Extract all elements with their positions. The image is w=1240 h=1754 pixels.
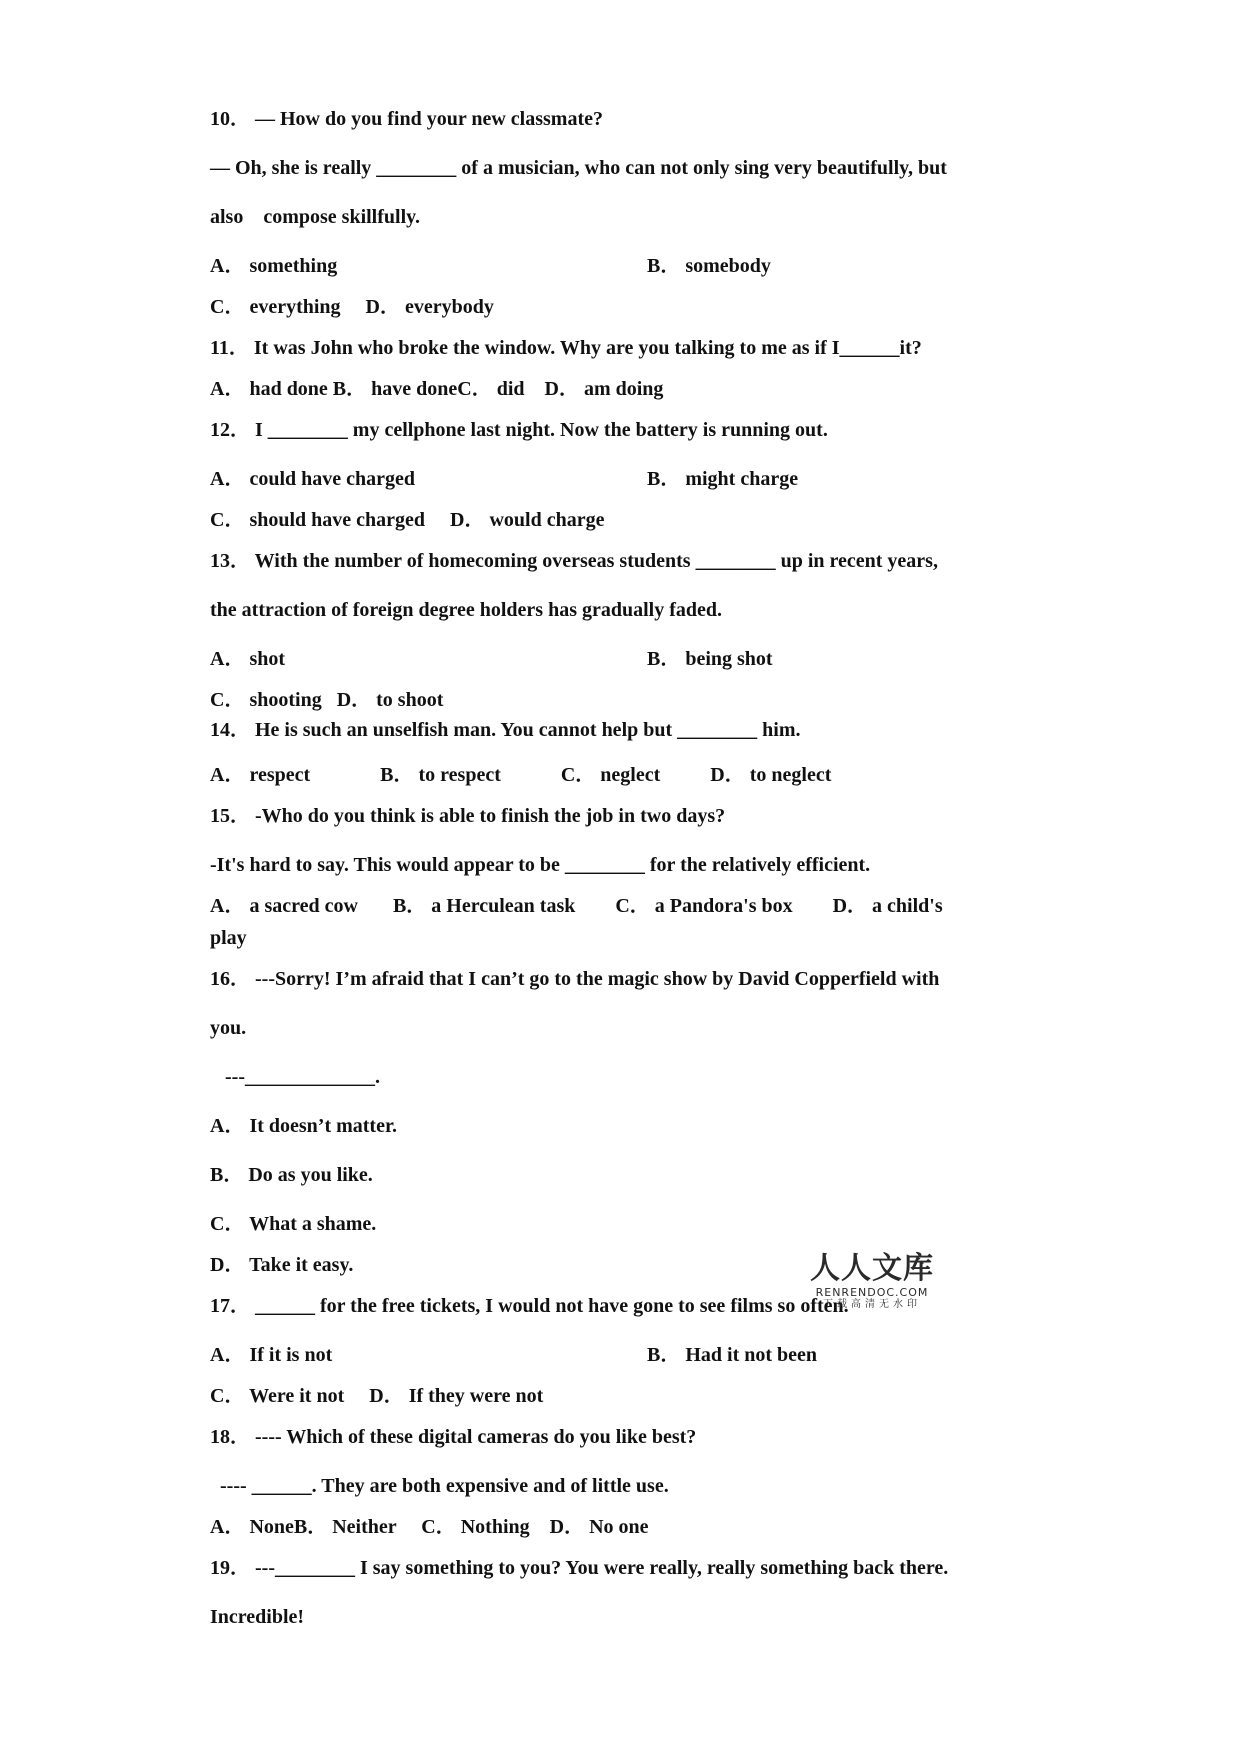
text-line: A． had done B． have doneC． did D． am doing: [210, 378, 664, 400]
watermark-note: 下载高清无水印: [823, 1299, 921, 1310]
text-line: 15． -Who do you think is able to finish the job in two days?: [210, 805, 726, 827]
text-line: you.: [210, 1017, 247, 1039]
text-line: 16． ---Sorry! I’m afraid that I can’t go to the magic show by David Copperfield with: [210, 968, 940, 990]
text-line: A． could have charged: [210, 468, 415, 490]
text-line: ---- ______. They are both expensive and of little use.: [210, 1475, 669, 1497]
text-line: — Oh, she is really ________ of a musician, who can not only sing very beautifully, but: [210, 157, 947, 179]
text-line: also compose skillfully.: [210, 206, 421, 228]
text-line: A． If it is not: [210, 1344, 333, 1366]
text-line: C． What a shame.: [210, 1213, 377, 1235]
text-line: 14． He is such an unselfish man. You cannot help but ________ him.: [210, 719, 801, 741]
text-line: A． something: [210, 255, 338, 277]
text-line: C． everything D． everybody: [210, 296, 494, 318]
text-line: Incredible!: [210, 1606, 305, 1628]
text-line: A． respect B． to respect C． neglect D． to neglect: [210, 764, 832, 786]
text-line: 10． — How do you find your new classmate?: [210, 108, 603, 130]
watermark-logo: [810, 1252, 934, 1311]
text-line: ---_____________.: [210, 1066, 380, 1088]
option-right: B． Had it not been: [647, 1344, 818, 1366]
text-line: play: [210, 927, 247, 949]
watermark-site: RENRENDOC.COM: [815, 1286, 929, 1299]
text-line: C． Were it not D． If they were not: [210, 1385, 544, 1407]
text-line: A． shot: [210, 648, 286, 670]
text-line: A． a sacred cow B． a Herculean task C． a Pandora's box D． a child's: [210, 895, 943, 917]
text-line: A． It doesn’t matter.: [210, 1115, 398, 1137]
option-right: B． might charge: [647, 468, 799, 490]
text-line: D． Take it easy.: [210, 1254, 354, 1276]
watermark-name: 人人文库: [810, 1251, 934, 1286]
option-right: B． being shot: [647, 648, 773, 670]
text-line: 19． ---________ I say something to you? You were really, really something back there.: [210, 1557, 949, 1579]
text-line: B． Do as you like.: [210, 1164, 373, 1186]
text-line: 12． I ________ my cellphone last night. Now the battery is running out.: [210, 419, 828, 441]
text-line: -It's hard to say. This would appear to be ________ for the relatively efficient.: [210, 854, 871, 876]
text-line: 18． ---- Which of these digital cameras do you like best?: [210, 1426, 697, 1448]
text-line: 13． With the number of homecoming overseas students ________ up in recent years,: [210, 550, 938, 572]
text-line: 17． ______ for the free tickets, I would not have gone to see films so often.: [210, 1295, 849, 1317]
option-right: B． somebody: [647, 255, 771, 277]
text-line: A． NoneB． Neither C． Nothing D． No one: [210, 1516, 649, 1538]
text-line: 11． It was John who broke the window. Why are you talking to me as if I______it?: [210, 337, 922, 359]
text-line: the attraction of foreign degree holders has gradually faded.: [210, 599, 723, 621]
text-line: C． should have charged D． would charge: [210, 509, 605, 531]
text-line: C． shooting D． to shoot: [210, 689, 444, 711]
